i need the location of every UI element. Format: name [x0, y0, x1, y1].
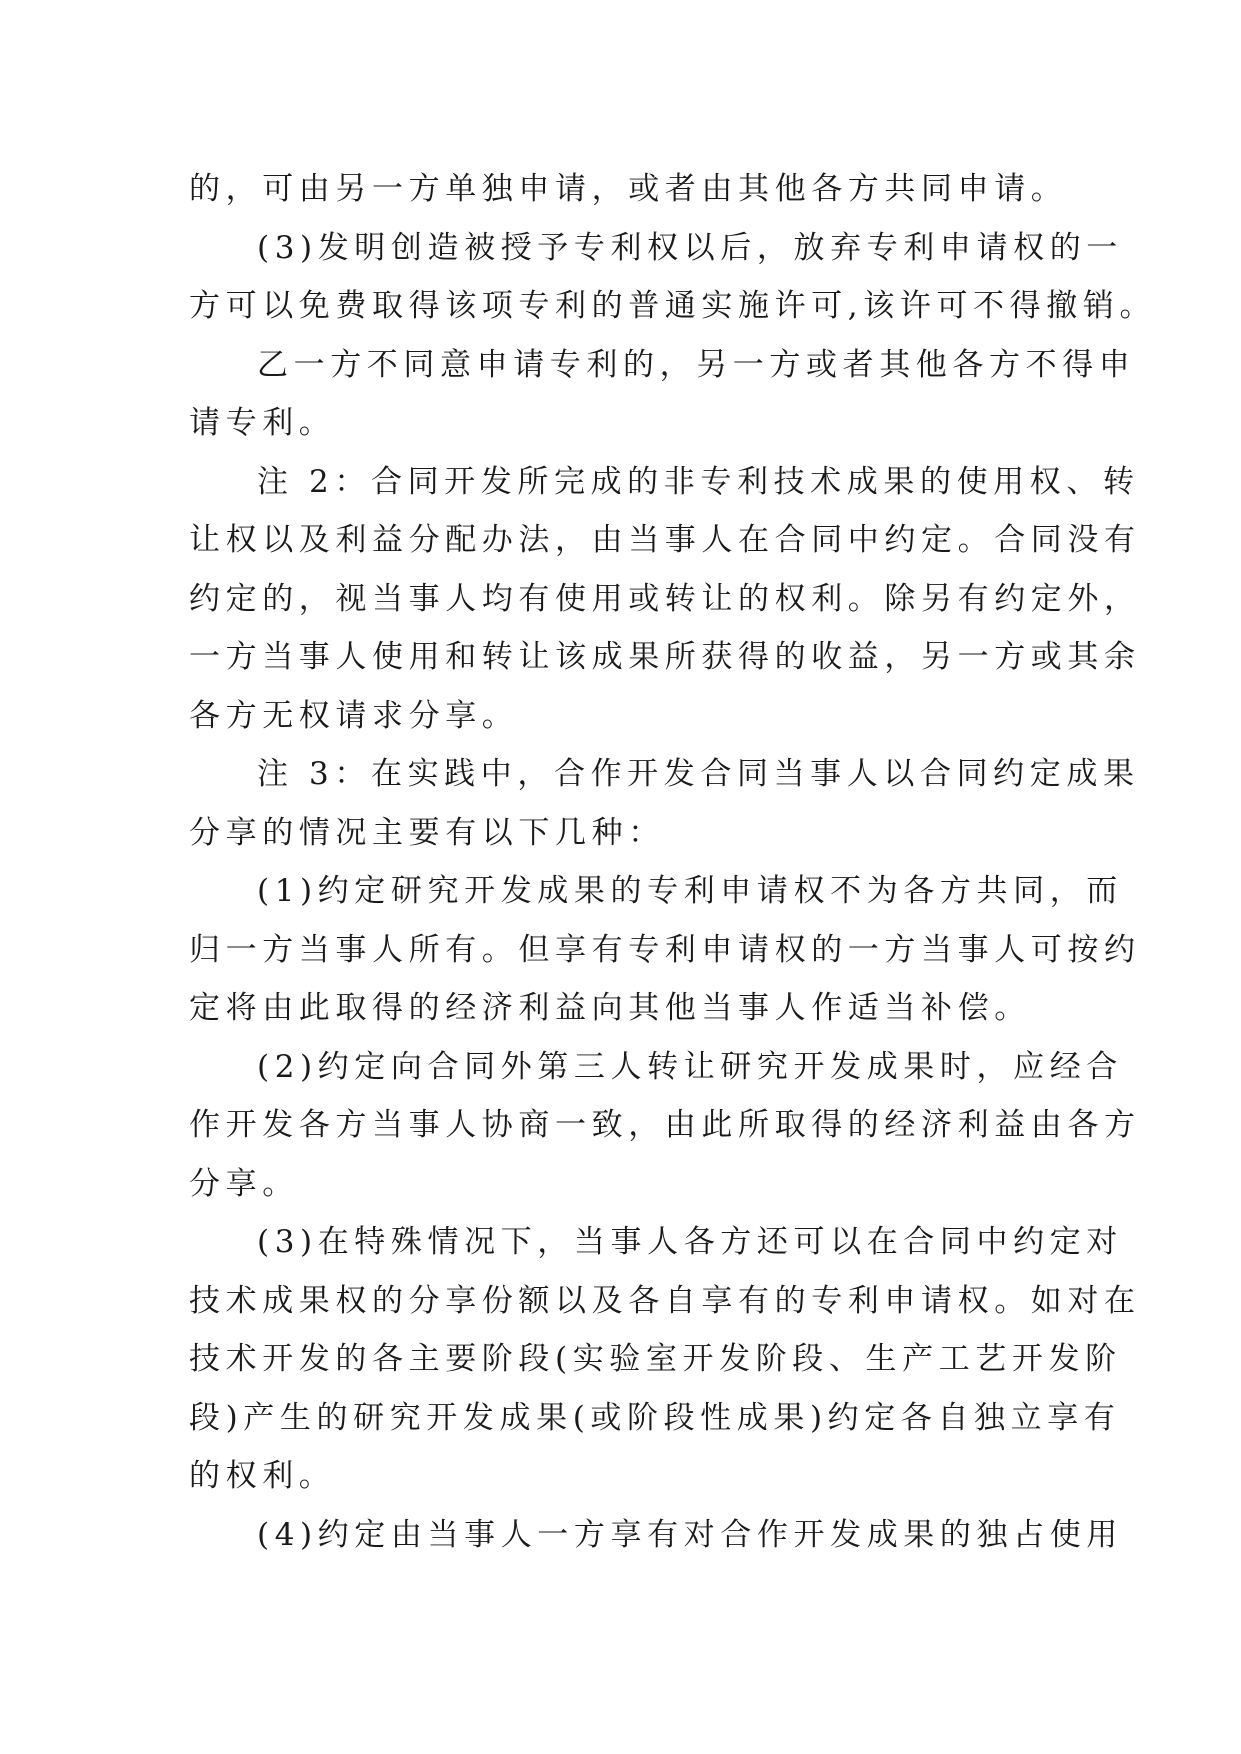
text-line: 各方无权请求分享。 — [189, 697, 519, 734]
text-line: 作开发各方当事人协商一致，由此所取得的经济利益由各方 — [189, 1107, 1141, 1143]
text-line: 分享的情况主要有以下几种： — [189, 814, 665, 851]
text-line: 让权以及利益分配办法，由当事人在合同中约定。合同没有 — [189, 522, 1141, 558]
text-line: 技术成果权的分享份额以及各自享有的专利申请权。如对在 — [189, 1282, 1141, 1319]
text-line: 请专利。 — [189, 405, 336, 441]
text-line: (3)在特殊情况下，当事人各方还可以在合同中约定对 — [257, 1224, 1123, 1260]
text-line: 的，可由另一方单独申请，或者由其他各方共同申请。 — [189, 171, 1068, 207]
document-body — [189, 160, 1157, 1564]
text-line: 注 3：在实践中，合作开发合同当事人以合同约定成果 — [257, 756, 1140, 792]
text-line: 方可以免费取得该项专利的普通实施许可,该许可不得撤销。 — [189, 288, 1157, 324]
text-line: 定将由此取得的经济利益向其他当事人作适当补偿。 — [189, 990, 1031, 1026]
text-line: (2)约定向合同外第三人转让研究开发成果时，应经合 — [257, 1048, 1123, 1085]
text-line: 乙一方不同意申请专利的，另一方或者其他各方不得申 — [257, 346, 1136, 383]
text-line: (1)约定研究开发成果的专利申请权不为各方共同，而 — [257, 873, 1123, 909]
text-line: 注 2：合同开发所完成的非专利技术成果的使用权、转 — [257, 463, 1140, 500]
text-line: (3)发明创造被授予专利权以后，放弃专利申请权的一 — [257, 229, 1123, 266]
text-line: 归一方当事人所有。但享有专利申请权的一方当事人可按约 — [189, 931, 1141, 968]
text-line: (4)约定由当事人一方享有对合作开发成果的独占使用 — [257, 1516, 1123, 1553]
text-line: 的权利。 — [189, 1458, 336, 1494]
text-line: 一方当事人使用和转让该成果所获得的收益，另一方或其余 — [189, 639, 1141, 675]
text-line: 约定的，视当事人均有使用或转让的权利。除另有约定外， — [189, 580, 1141, 617]
text-line: 段)产生的研究开发成果(或阶段性成果)约定各自独立享有 — [189, 1399, 1121, 1436]
text-line: 技术开发的各主要阶段(实验室开发阶段、生产工艺开发阶 — [189, 1341, 1122, 1377]
text-line: 分享。 — [189, 1165, 299, 1202]
